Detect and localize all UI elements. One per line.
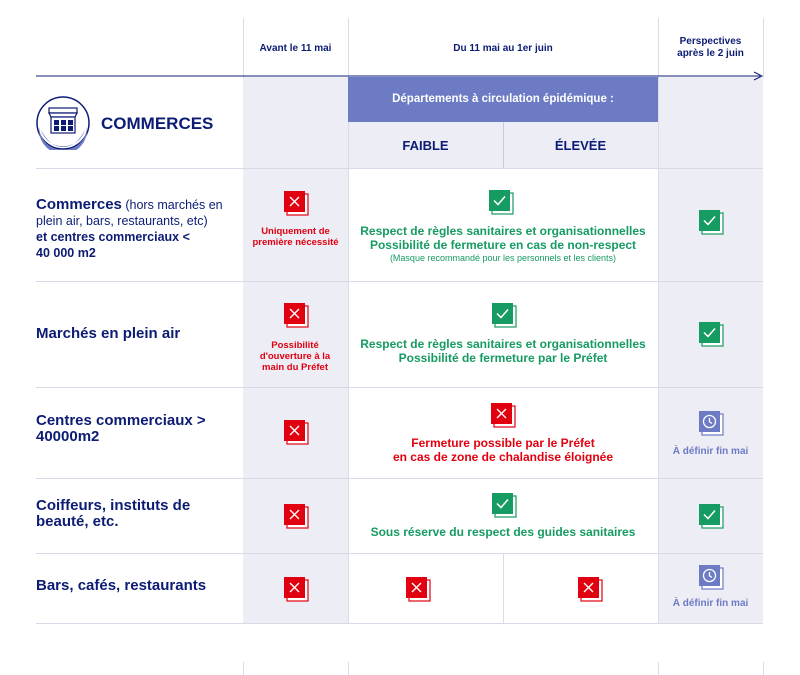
row-separator — [36, 168, 763, 169]
check-box-icon — [488, 189, 514, 215]
during-rule-line1: Sous réserve du respect des guides sanitaires — [370, 525, 636, 539]
row-label-main: Coiffeurs, instituts de beauté, etc. — [36, 497, 191, 530]
row-label-marches — [36, 326, 180, 342]
before-status-text: Possibilité d'ouverture à la main du Préfet — [259, 340, 331, 373]
row-label-coiffeurs — [36, 498, 206, 530]
cross-box-icon — [283, 503, 309, 529]
row-label-centres — [36, 413, 206, 445]
after-status-text: À définir fin mai — [672, 446, 749, 457]
cross-box-icon — [283, 302, 309, 328]
row-label-extra: et centres commerciaux < 40 000 m2 — [36, 230, 190, 260]
before-status-text: Uniquement de première nécessité — [252, 226, 339, 248]
during-rule-line1: Fermeture possible par le Préfet — [411, 436, 595, 450]
divider-after-right — [763, 18, 764, 78]
row-separator — [36, 478, 763, 479]
row-separator — [36, 281, 763, 282]
cross-box-icon — [490, 402, 516, 428]
section-title: COMMERCES — [101, 114, 214, 133]
level-high-header: ÉLEVÉE — [554, 138, 607, 153]
row-label-main: Commerces — [36, 196, 122, 213]
store-icon — [36, 96, 90, 150]
col-header-after: Perspectives après le 2 juin — [677, 36, 744, 59]
during-rule-note: (Masque recommandé pour les personnels et les clients) — [389, 253, 617, 263]
divider-levels-bars — [503, 553, 504, 623]
row-label-main: Centres commerciaux > 40000m2 — [36, 412, 206, 445]
divider-footer-2 — [348, 662, 349, 675]
row-label-commerces — [36, 197, 241, 261]
level-low-header: FAIBLE — [402, 138, 449, 153]
row-label-main: Marchés en plein air — [36, 325, 181, 342]
row-label-detail: (hors marchés en plein air, bars, restaurants, etc) — [36, 198, 223, 228]
row-label-main: Bars, cafés, restaurants — [36, 577, 207, 594]
after-column-shade — [658, 77, 763, 623]
divider-footer-1 — [243, 662, 244, 675]
cross-box-icon — [577, 576, 603, 602]
during-rule-line2: Possibilité de fermeture en cas de non-respect — [369, 238, 637, 252]
row-separator — [36, 553, 763, 554]
check-box-icon — [491, 302, 517, 328]
row-separator — [36, 387, 763, 388]
during-rule-line1: Respect de règles sanitaires et organisationnelles — [360, 224, 646, 238]
col-header-during: Du 11 mai au 1er juin — [453, 43, 553, 54]
check-box-icon — [491, 492, 517, 518]
cross-box-icon — [283, 419, 309, 445]
check-box-icon — [698, 321, 724, 347]
divider-footer-4 — [763, 662, 764, 675]
divider-footer-3 — [658, 662, 659, 675]
cross-box-icon — [283, 190, 309, 216]
after-status-text: À définir fin mai — [672, 598, 749, 609]
col-header-before: Avant le 11 mai — [259, 43, 332, 54]
cross-box-icon — [405, 576, 431, 602]
check-box-icon — [698, 503, 724, 529]
row-label-bars — [36, 578, 206, 594]
check-box-icon — [698, 209, 724, 235]
clock-box-icon — [698, 564, 724, 590]
divider-after — [658, 18, 659, 623]
dept-banner: Départements à circulation épidémique : — [348, 77, 658, 122]
during-rule-line2: en cas de zone de chalandise éloignée — [392, 450, 614, 464]
cross-box-icon — [283, 576, 309, 602]
clock-box-icon — [698, 410, 724, 436]
row-separator — [36, 623, 763, 624]
during-rule-line1: Respect de règles sanitaires et organisationnelles — [360, 337, 646, 351]
during-rule-line2: Possibilité de fermeture par le Préfet — [398, 351, 608, 365]
